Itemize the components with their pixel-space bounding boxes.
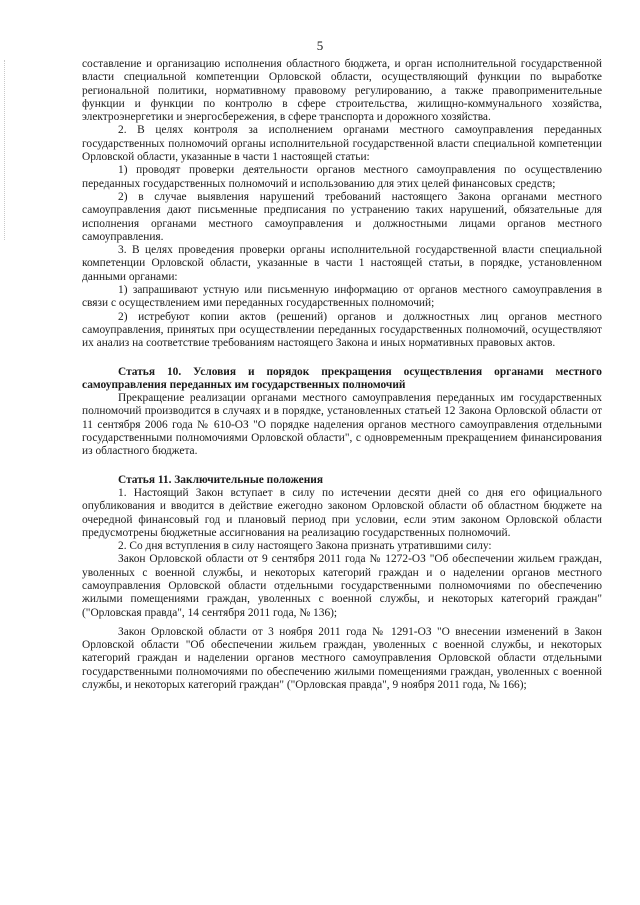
paragraph-part-3-item-1: 1) запрашивают устную или письменную информацию от органов местного самоуправления в связи с осуществлением ими переданных государственных полномочий; xyxy=(82,284,602,310)
paragraph-part-2-item-1: 1) проводят проверки деятельности органов местного самоуправления по осуществлению переданных государственных полномочий и использованию для этих целей финансовых средств; xyxy=(82,164,602,190)
repealed-law-1272: Закон Орловской области от 9 сентября 2011 года № 1272-ОЗ "Об обеспечении жильем граждан, уволенных с военной службы, и некоторых категорий граждан и о наделении органов местного самоуправления Орловской области отдельными государственными полномочиями по обеспечению жилыми помещениями граждан, уволенных с военной службы, и некоторых категорий граждан" ("Орловская правда", 14 сентября 2011 года, № 136); xyxy=(82,553,602,619)
paragraph-continuation: составление и организацию исполнения областного бюджета, и орган исполнительной государственной власти специальной компетенции Орловской области, осуществляющий функции по выработке региональной политики, нормативному правовому регулированию, а также правоприменительные функции и функции по контролю в сфере строительства, жилищно-коммунального хозяйства, электроэнергетики и энергосбережения, в сфере транспорта и дорожного хозяйства. xyxy=(82,58,602,124)
page-number: 5 xyxy=(316,38,324,53)
repealed-law-1291: Закон Орловской области от 3 ноября 2011 года № 1291-ОЗ "О внесении изменений в Закон Орловской области "Об обеспечении жильем граждан, уволенных с военной службы, и некоторых категорий граждан и наделении органов местного самоуправления Орловской области отдельными государственными полномочиями по обеспечению жилыми помещениями граждан, уволенных с военной службы, и некоторых категорий граждан" ("Орловская правда", 9 ноября 2011 года, № 166); xyxy=(82,625,602,692)
paragraph-part-3-item-2: 2) истребуют копии актов (решений) органов и должностных лиц органов местного самоуправления, принятых при осуществлении переданных государственных полномочий, осуществляют их анализ на соответствие требованиям настоящего Закона и иных нормативных правовых актов. xyxy=(82,310,602,350)
paragraph-part-2: 2. В целях контроля за исполнением органами местного самоуправления переданных государственных полномочий органы исполнительной государственной власти специальной компетенции Орловской области, указанные в части 1 настоящей статьи: xyxy=(82,124,602,164)
scan-margin-mark xyxy=(4,60,6,240)
article-10-text: Прекращение реализации органами местного самоуправления переданных им государственных полномочий производится в случаях и в порядке, установленных статьей 12 Закона Орловской области от 11 сентября 2006 года № 610-ОЗ "О порядке наделения органов местного самоуправления отдельными государственными полномочиями Орловской области", с одновременным прекращением финансирования из областного бюджета. xyxy=(82,392,602,458)
document-body xyxy=(82,58,602,692)
paragraph-part-2-item-2: 2) в случае выявления нарушений требований настоящего Закона органами местного самоуправления дают письменные предписания по устранению таких нарушений, обязательные для исполнения органами местного самоуправления и должностными лицами органов местного самоуправления. xyxy=(82,190,602,243)
article-11-part-1: 1. Настоящий Закон вступает в силу по истечении десяти дней со дня его официального опубликования и вводится в действие ежегодно законом Орловской области об областном бюджете на очередной финансовый год и плановый период при условии, если этим законом Орловской области предусмотрены бюджетные ассигнования на реализацию государственных полномочий. xyxy=(82,486,602,539)
article-11-heading: Статья 11. Заключительные положения xyxy=(118,473,324,486)
article-10-heading: Статья 10. Условия и порядок прекращения осуществления органами местного самоуправления переданных им государственных полномочий xyxy=(82,365,602,391)
article-11-part-2: 2. Со дня вступления в силу настоящего Закона признать утратившими силу: xyxy=(118,540,492,553)
paragraph-part-3: 3. В целях проведения проверки органы исполнительной государственной власти специальной компетенции Орловской области, указанные в части 1 настоящей статьи, в порядке, установленном данными органами: xyxy=(82,244,602,283)
